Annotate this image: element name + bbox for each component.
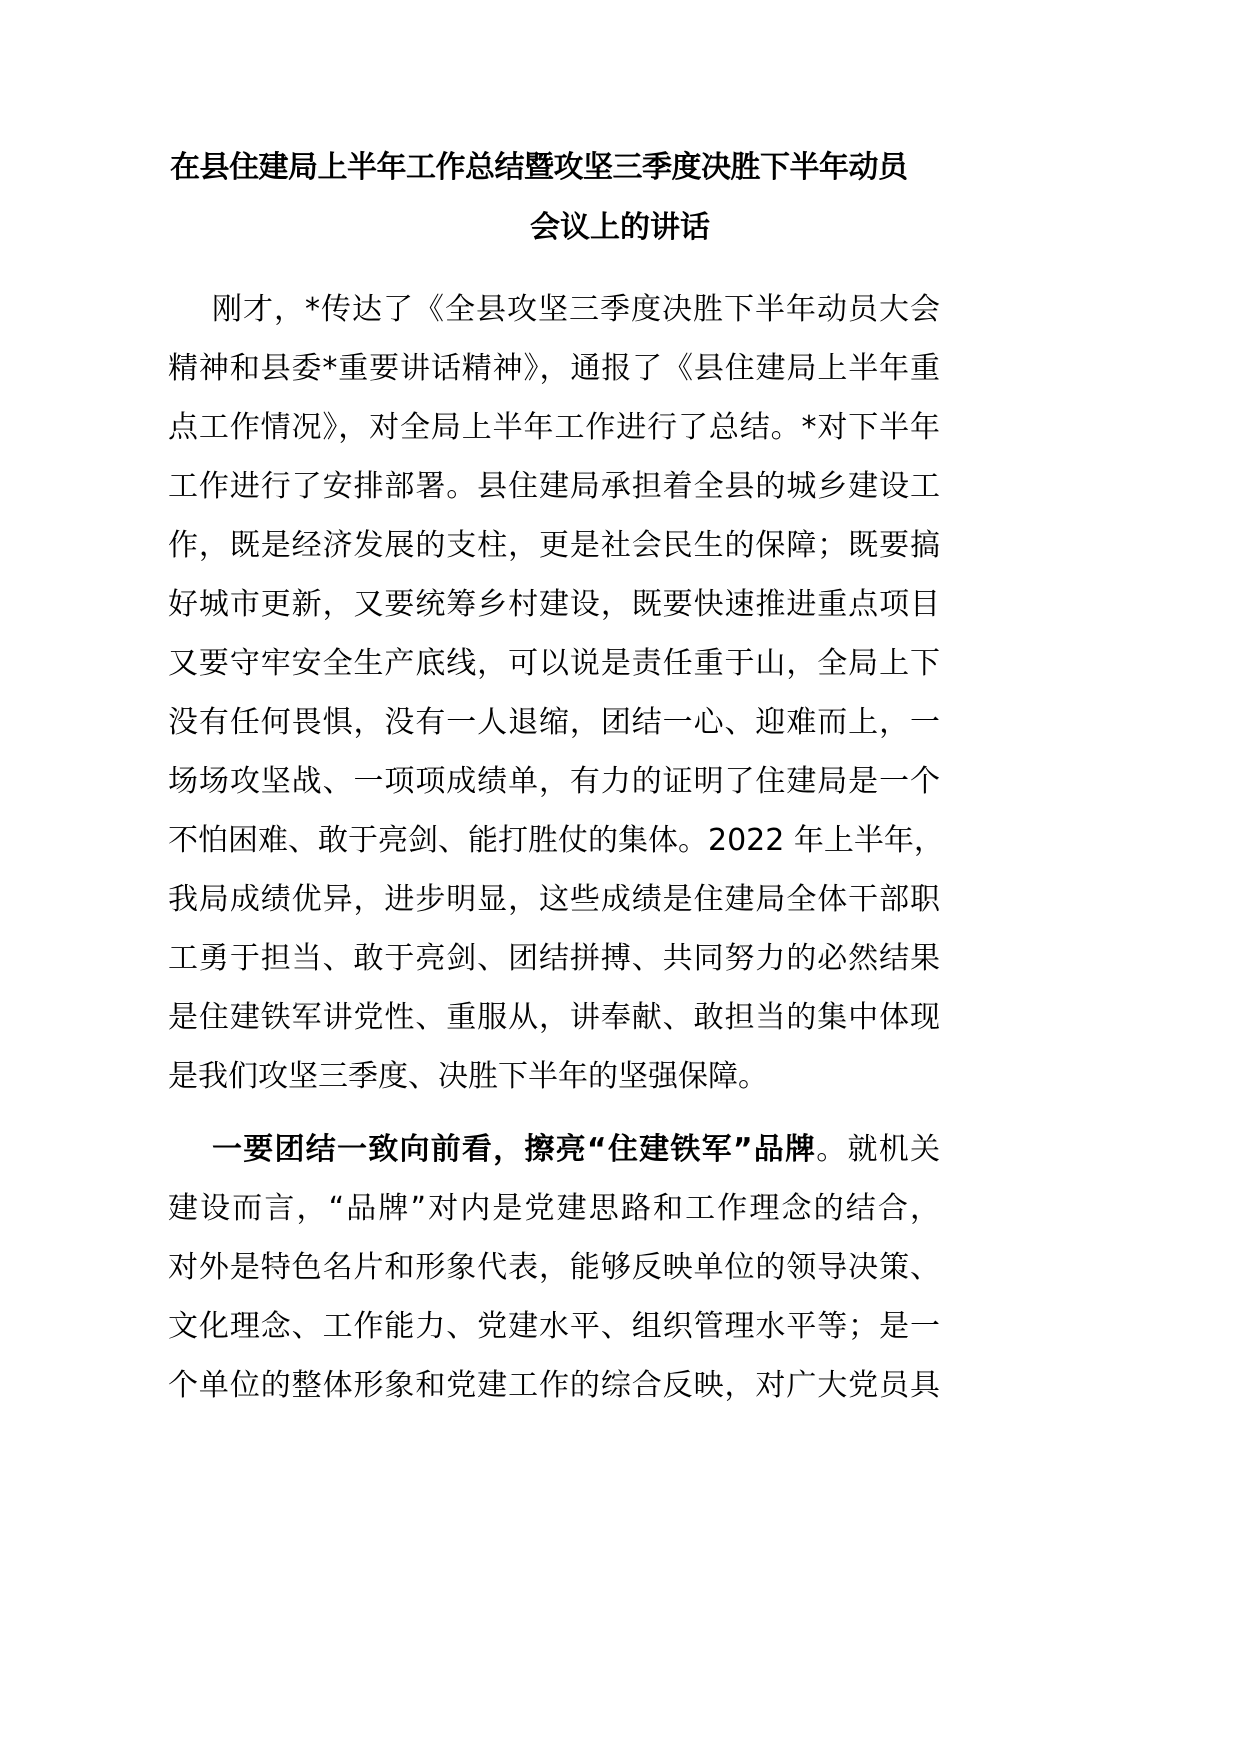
document-title-line-2: 会议上的讲话 — [530, 210, 710, 245]
paragraph-line: 是我们攻坚三季度、决胜下半年的坚强保障。 — [168, 1059, 768, 1094]
paragraph-line: 点工作情况》，对全局上半年工作进行了总结。*对下半年 — [168, 410, 940, 445]
paragraph-line: 个单位的整体形象和党建工作的综合反映，对广大党员具 — [168, 1368, 940, 1403]
paragraph-line: 建设而言，“品牌”对内是党建思路和工作理念的结合， — [168, 1191, 940, 1226]
paragraph-line: 我局成绩优异，进步明显，这些成绩是住建局全体干部职 — [168, 882, 940, 917]
paragraph-line: 又要守牢安全生产底线，可以说是责任重于山，全局上下 — [168, 646, 940, 681]
section-heading-bold: 一要团结一致向前看，擦亮“住建铁军”品牌 — [212, 1132, 817, 1167]
paragraph-line: 刚才，*传达了《全县攻坚三季度决胜下半年动员大会 — [212, 292, 940, 327]
paragraph-line: 对外是特色名片和形象代表，能够反映单位的领导决策、 — [168, 1250, 940, 1285]
paragraph-line: 工作进行了安排部署。县住建局承担着全县的城乡建设工 — [168, 469, 940, 504]
paragraph-line: 精神和县委*重要讲话精神》，通报了《县住建局上半年重 — [168, 351, 940, 386]
paragraph-line: 作，既是经济发展的支柱，更是社会民生的保障；既要搞 — [168, 528, 940, 563]
paragraph-line: 没有任何畏惧，没有一人退缩，团结一心、迎难而上，一 — [168, 705, 940, 740]
paragraph-line: 文化理念、工作能力、党建水平、组织管理水平等；是一 — [168, 1309, 940, 1344]
document-title-line-1: 在县住建局上半年工作总结暨攻坚三季度决胜下半年动员 — [170, 150, 908, 185]
section-heading-line — [212, 1133, 940, 1167]
paragraph-line: 不怕困难、敢于亮剑、能打胜仗的集体。2022 年上半年， — [168, 823, 944, 858]
paragraph-line: 好城市更新，又要统筹乡村建设，既要快速推进重点项目 — [168, 587, 940, 622]
paragraph-line: 工勇于担当、敢于亮剑、团结拼搏、共同努力的必然结果 — [168, 941, 940, 976]
paragraph-line: 场场攻坚战、一项项成绩单，有力的证明了住建局是一个 — [168, 764, 940, 799]
section-heading-tail: 。就机关 — [816, 1132, 941, 1167]
paragraph-line: 是住建铁军讲党性、重服从，讲奉献、敢担当的集中体现 — [168, 1000, 940, 1035]
